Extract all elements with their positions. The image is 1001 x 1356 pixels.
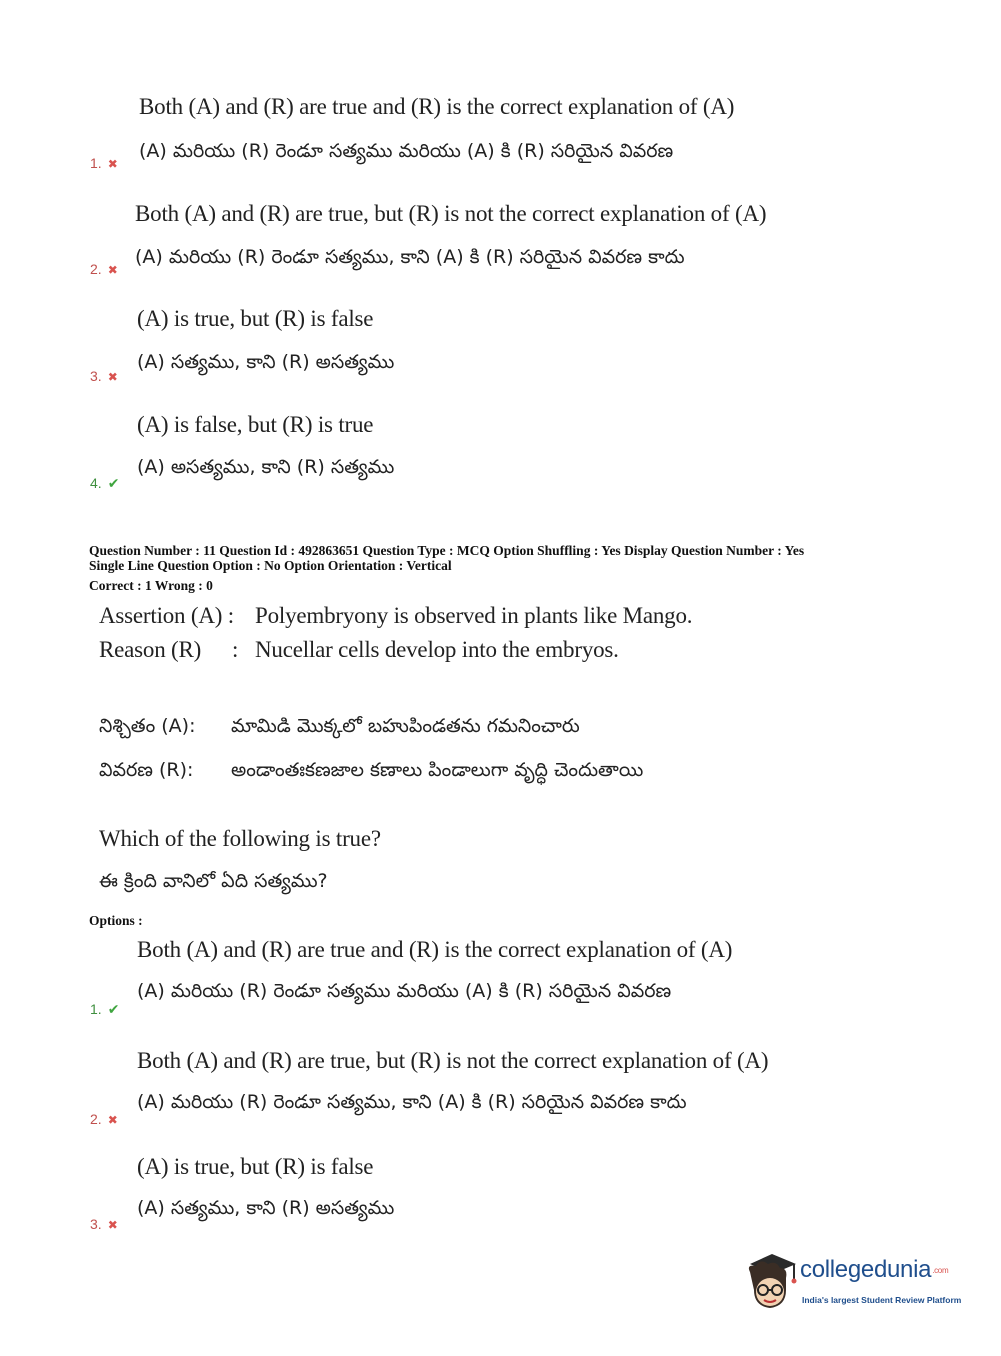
option-number: 4. ✔ [90,475,120,492]
option-text-te: (A) మరియు (R) రెండూ సత్యము మరియు (A) కి (R) సరియైన వివరణ [139,140,674,162]
wrong-icon: ✖ [107,1113,118,1127]
logo-name: collegedunia.com [800,1256,949,1283]
option-text-en: Both (A) and (R) are true, but (R) is not the correct explanation of (A) [135,201,767,226]
option-text-te: (A) మరియు (R) రెండూ సత్యము, కాని (A) కి (R) సరియైన వివరణ కాదు [135,246,685,268]
option-text-en: (A) is true, but (R) is false [137,1154,374,1179]
option-number: 1. ✔ [90,1001,120,1018]
wrong-icon: ✖ [107,1218,118,1232]
option-number: 1. ✖ [90,155,118,171]
option-number: 3. ✖ [90,1216,118,1232]
mascot-icon [742,1250,798,1314]
check-icon: ✔ [107,1002,120,1018]
wrong-icon: ✖ [107,370,118,384]
assertion-text: Polyembryony is observed in plants like Mango. [255,603,693,628]
option-number: 3. ✖ [90,368,118,384]
reason-text: Nucellar cells develop into the embryos. [255,637,619,662]
te-assertion-label: నిశ్చితం (A): [99,715,196,737]
reason-label: Reason (R) [99,637,202,662]
assertion-label: Assertion (A) : [99,603,234,628]
option-text-en: Both (A) and (R) are true and (R) is the correct explanation of (A) [139,94,735,119]
check-icon: ✔ [107,476,120,492]
option-text-en: Both (A) and (R) are true, but (R) is not the correct explanation of (A) [137,1048,769,1073]
option-text-te: (A) అసత్యము, కాని (R) సత్యము [137,456,395,478]
option-text-te: (A) మరియు (R) రెండూ సత్యము, కాని (A) కి (R) సరియైన వివరణ కాదు [137,1091,687,1113]
option-text-te: (A) సత్యము, కాని (R) అసత్యము [137,351,395,373]
question-prompt-te: ఈ క్రింది వానిలో ఏది సత్యము? [99,870,328,892]
logo-suffix: .com [932,1266,949,1276]
option-text-te: (A) మరియు (R) రెండూ సత్యము మరియు (A) కి (R) సరియైన వివరణ [137,980,672,1002]
options-label: Options : [89,913,143,928]
te-reason-label: వివరణ (R): [99,759,194,781]
option-text-en: (A) is false, but (R) is true [137,412,374,437]
question-meta: Single Line Question Option : No Option Orientation : Vertical [89,558,452,573]
wrong-icon: ✖ [107,263,118,277]
question-prompt-en: Which of the following is true? [99,826,381,851]
option-text-en: Both (A) and (R) are true and (R) is the correct explanation of (A) [137,937,733,962]
collegedunia-logo [742,1250,972,1320]
option-text-en: (A) is true, but (R) is false [137,306,374,331]
option-text-te: (A) సత్యము, కాని (R) అసత్యము [137,1197,395,1219]
option-number: 2. ✖ [90,261,118,277]
question-score: Correct : 1 Wrong : 0 [89,578,213,593]
reason-colon: : [232,637,239,662]
question-meta: Question Number : 11 Question Id : 492863651 Question Type : MCQ Option Shuffling : Yes Display Question Number : Yes [89,543,805,558]
logo-tagline: India's largest Student Review Platform [802,1295,962,1305]
te-reason-text: అండాంతఃకణజాల కణాలు పిండాలుగా వృద్ధి చెందుతాయి [231,759,644,781]
wrong-icon: ✖ [107,157,118,171]
option-number: 2. ✖ [90,1111,118,1127]
te-assertion-text: మామిడి మొక్కలో బహుపిండతను గమనించారు [231,715,580,737]
